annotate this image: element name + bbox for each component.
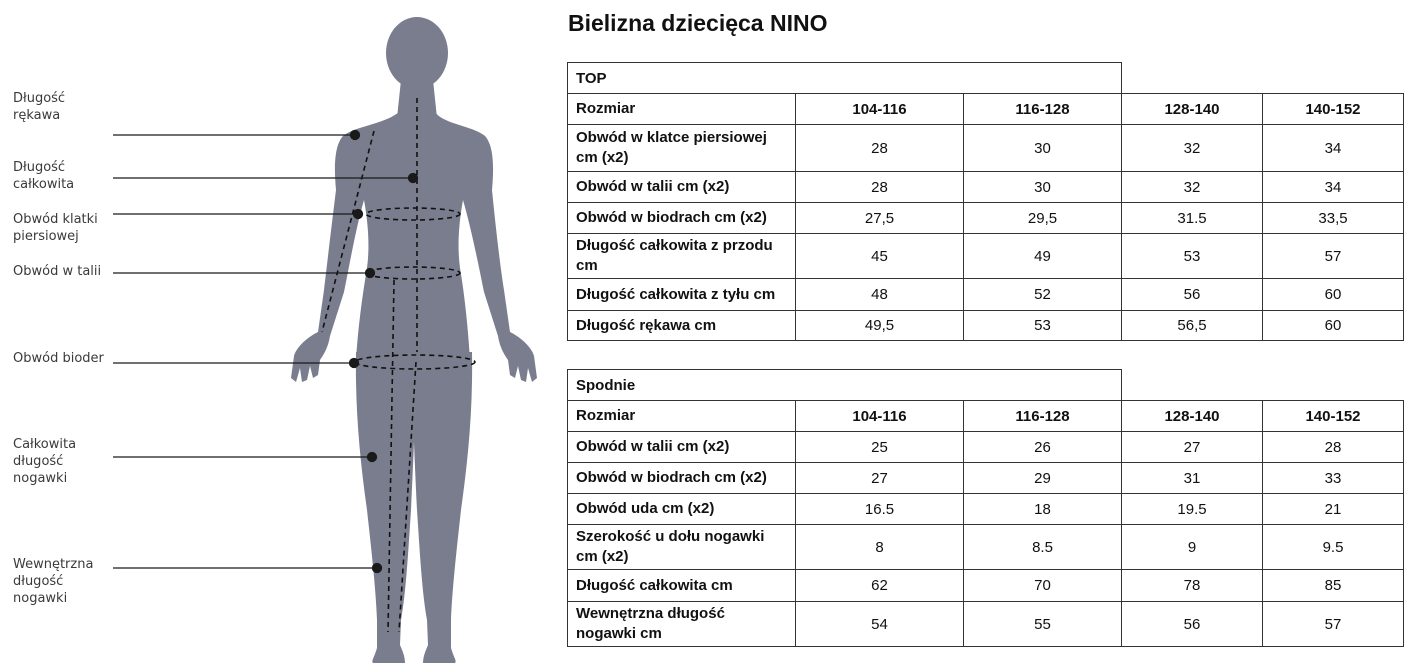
table-cell: 57: [1263, 234, 1404, 279]
table-cell: 34: [1263, 125, 1404, 172]
table-row: [568, 570, 1404, 602]
table-cell: 62: [796, 570, 964, 602]
table-cell: 31: [1122, 463, 1263, 494]
table-cell: 8.5: [964, 525, 1122, 570]
table-row: [568, 494, 1404, 525]
size-header: 128-140: [1122, 401, 1263, 432]
row-label: Długość całkowita z przodu cm: [568, 234, 796, 279]
label-inner-leg-length: Wewnętrzna długość nogawki: [13, 557, 94, 606]
table-row: [568, 311, 1404, 341]
table-cell: 32: [1122, 172, 1263, 203]
top-size-table: [567, 62, 1404, 341]
table-cell: 8: [796, 525, 964, 570]
table-cell: 27,5: [796, 203, 964, 234]
size-header: 116-128: [964, 401, 1122, 432]
table-cell: 57: [1263, 602, 1404, 647]
size-header-label: Rozmiar: [568, 94, 796, 125]
table-cell: 30: [964, 172, 1122, 203]
table-caption: TOP: [568, 63, 1122, 94]
table-cell: 53: [1122, 234, 1263, 279]
table-cell: 52: [964, 279, 1122, 311]
table-cell: 33,5: [1263, 203, 1404, 234]
row-label: Długość rękawa cm: [568, 311, 796, 341]
row-label: Obwód w talii cm (x2): [568, 432, 796, 463]
table-cell: 56: [1122, 279, 1263, 311]
table-cell: 54: [796, 602, 964, 647]
table-cell: 33: [1263, 463, 1404, 494]
table-row: [568, 234, 1404, 279]
size-header-label: Rozmiar: [568, 401, 796, 432]
pants-size-table: [567, 369, 1404, 647]
table-cell: 60: [1263, 311, 1404, 341]
table-row: [568, 279, 1404, 311]
table-cell: 25: [796, 432, 964, 463]
table-caption: Spodnie: [568, 370, 1122, 401]
table-cell: 48: [796, 279, 964, 311]
table-cell: 49: [964, 234, 1122, 279]
table-cell: 53: [964, 311, 1122, 341]
row-label: Długość całkowita cm: [568, 570, 796, 602]
row-label: Obwód w biodrach cm (x2): [568, 203, 796, 234]
table-cell: 29,5: [964, 203, 1122, 234]
table-cell: 56,5: [1122, 311, 1263, 341]
page-title: Bielizna dziecięca NINO: [568, 10, 828, 36]
size-header: 104-116: [796, 401, 964, 432]
table-cell: 28: [1263, 432, 1404, 463]
label-hip-circumference: Obwód bioder: [13, 351, 104, 366]
table-row: [568, 525, 1404, 570]
table-cell: 70: [964, 570, 1122, 602]
size-header: 128-140: [1122, 94, 1263, 125]
size-header: 104-116: [796, 94, 964, 125]
row-label: Szerokość u dołu nogawki cm (x2): [568, 525, 796, 570]
table-cell: 18: [964, 494, 1122, 525]
size-header: 116-128: [964, 94, 1122, 125]
row-label: Obwód w talii cm (x2): [568, 172, 796, 203]
table-cell: 9.5: [1263, 525, 1404, 570]
row-label: Obwód w klatce piersiowej cm (x2): [568, 125, 796, 172]
table-row: [568, 172, 1404, 203]
label-total-leg-length: Całkowita długość nogawki: [13, 437, 77, 486]
table-row: [568, 125, 1404, 172]
table-cell: 29: [964, 463, 1122, 494]
table-cell: 32: [1122, 125, 1263, 172]
row-label: Obwód w biodrach cm (x2): [568, 463, 796, 494]
table-cell: 26: [964, 432, 1122, 463]
table-cell: 56: [1122, 602, 1263, 647]
body-silhouette: [291, 17, 537, 663]
size-header: 140-152: [1263, 94, 1404, 125]
label-total-length: Długość całkowita: [13, 160, 75, 192]
table-cell: 30: [964, 125, 1122, 172]
table-cell: 28: [796, 125, 964, 172]
table-cell: 31.5: [1122, 203, 1263, 234]
table-row: [568, 432, 1404, 463]
table-cell: 55: [964, 602, 1122, 647]
table-cell: 27: [796, 463, 964, 494]
table-cell: 21: [1263, 494, 1404, 525]
table-cell: 45: [796, 234, 964, 279]
label-waist-circumference: Obwód w talii: [13, 264, 102, 279]
table-cell: 49,5: [796, 311, 964, 341]
table-row: [568, 203, 1404, 234]
label-chest-circumference: Obwód klatki piersiowej: [13, 212, 98, 244]
table-cell: 85: [1263, 570, 1404, 602]
table-row: [568, 602, 1404, 647]
table-cell: 19.5: [1122, 494, 1263, 525]
row-label: Wewnętrzna długość nogawki cm: [568, 602, 796, 647]
table-cell: 34: [1263, 172, 1404, 203]
row-label: Obwód uda cm (x2): [568, 494, 796, 525]
table-cell: 16.5: [796, 494, 964, 525]
table-cell: 78: [1122, 570, 1263, 602]
table-cell: 9: [1122, 525, 1263, 570]
table-cell: 27: [1122, 432, 1263, 463]
label-sleeve-length: Długość rękawa: [13, 91, 66, 123]
table-row: [568, 463, 1404, 494]
size-header: 140-152: [1263, 401, 1404, 432]
row-label: Długość całkowita z tyłu cm: [568, 279, 796, 311]
table-cell: 60: [1263, 279, 1404, 311]
table-cell: 28: [796, 172, 964, 203]
